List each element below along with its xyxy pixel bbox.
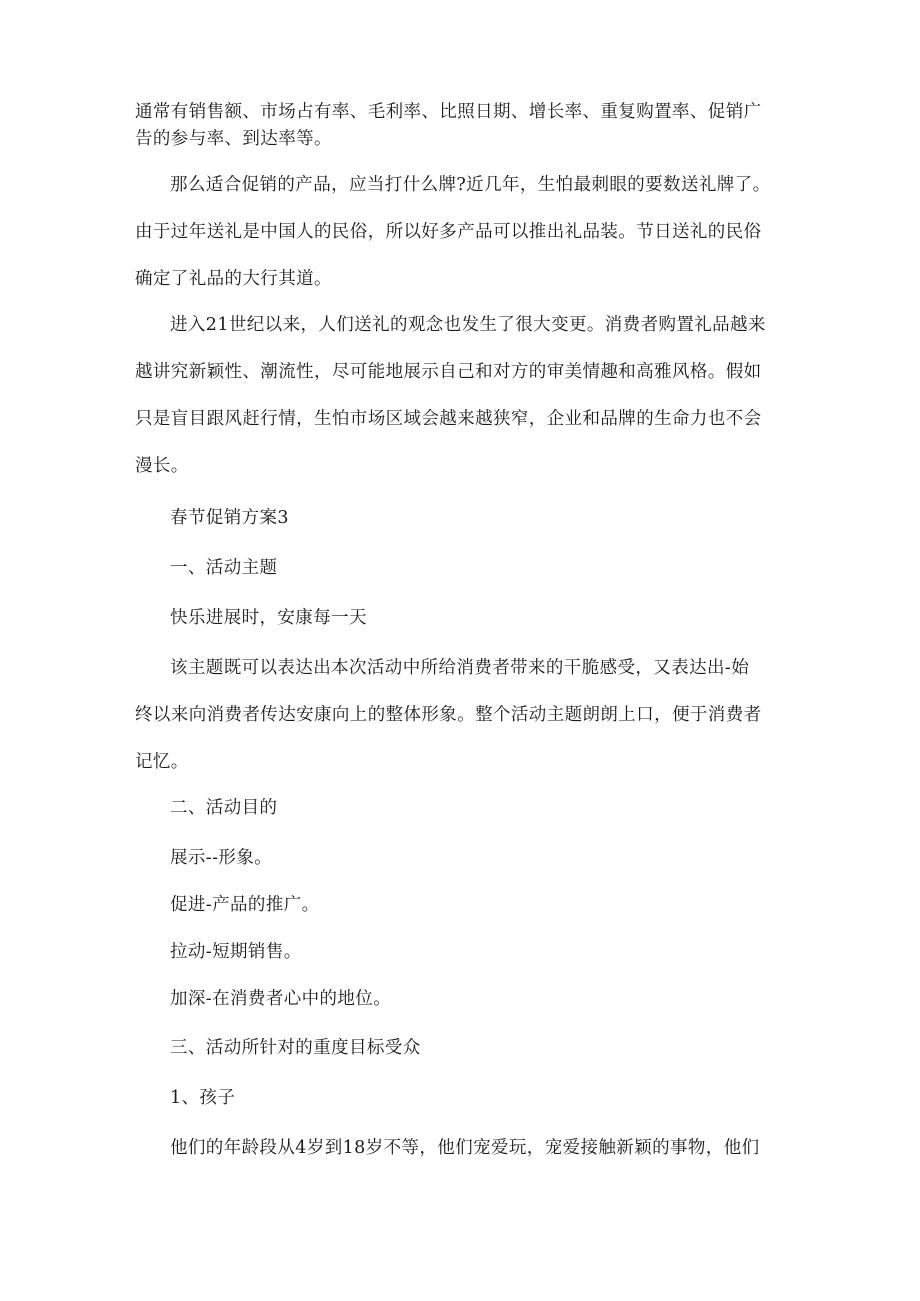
text-line: 拉动-短期销售。	[170, 942, 302, 962]
paragraph-children-description	[135, 1125, 795, 1172]
audience-item-children	[135, 1075, 795, 1122]
paragraph-gift-concept	[135, 302, 795, 490]
text-line: 终以来向消费者传达安康向上的整体形象。整个活动主题朗朗上口，便于消费者	[135, 705, 762, 725]
text-line: 越讲究新颖性、潮流性，尽可能地展示自己和对方的审美情趣和高雅风格。假如	[135, 362, 762, 382]
heading-target-audience	[135, 1025, 795, 1072]
heading-plan-3	[135, 495, 795, 542]
text-line: 那么适合促销的产品，应当打什么牌?近几年，生怕最刺眼的要数送礼牌了。	[170, 175, 771, 195]
text-line: 促进-产品的推广。	[170, 895, 320, 915]
paragraph-gift-brand	[135, 162, 795, 303]
purpose-item-2	[135, 882, 795, 929]
text-line: 一、活动主题	[170, 558, 278, 578]
paragraph-sales-metrics	[135, 99, 795, 153]
text-line: 1、孩子	[170, 1088, 236, 1108]
text-line: 加深-在消费者心中的地位。	[170, 989, 392, 1009]
purpose-item-4	[135, 976, 795, 1023]
purpose-item-3	[135, 929, 795, 976]
text-line: 展示--形象。	[170, 848, 273, 868]
text-line: 快乐进展时，安康每一天	[170, 608, 367, 628]
text-line: 漫长。	[135, 456, 189, 476]
heading-activity-theme	[135, 545, 795, 592]
text-line: 只是盲目跟风赶行情，生怕市场区域会越来越狭窄，企业和品牌的生命力也不会	[135, 409, 762, 429]
text-line: 春节促销方案3	[170, 508, 289, 528]
text-line: 记忆。	[135, 752, 189, 772]
text-line: 由于过年送礼是中国人的民俗，所以好多产品可以推出礼品装。节日送礼的民俗	[135, 222, 762, 242]
text-line: 三、活动所针对的重度目标受众	[170, 1038, 421, 1058]
text-line: 该主题既可以表达出本次活动中所给消费者带来的干脆感受，又表达出-始	[170, 658, 750, 678]
text-line: 他们的年龄段从4岁到18岁不等，他们宠爱玩，宠爱接触新颖的事物，他们	[170, 1138, 760, 1158]
text-line: 告的参与率、到达率等。	[135, 129, 332, 149]
text-line: 确定了礼品的大行其道。	[135, 269, 332, 289]
purpose-item-1	[135, 835, 795, 882]
paragraph-theme-description	[135, 645, 795, 786]
text-line: 进入21世纪以来，人们送礼的观念也发生了很大变更。消费者购置礼品越来	[170, 315, 766, 335]
text-line: 通常有销售额、市场占有率、毛利率、比照日期、增长率、重复购置率、促销广	[135, 102, 762, 122]
heading-activity-purpose	[135, 785, 795, 832]
text-line: 二、活动目的	[170, 798, 278, 818]
activity-theme-text	[135, 595, 795, 642]
